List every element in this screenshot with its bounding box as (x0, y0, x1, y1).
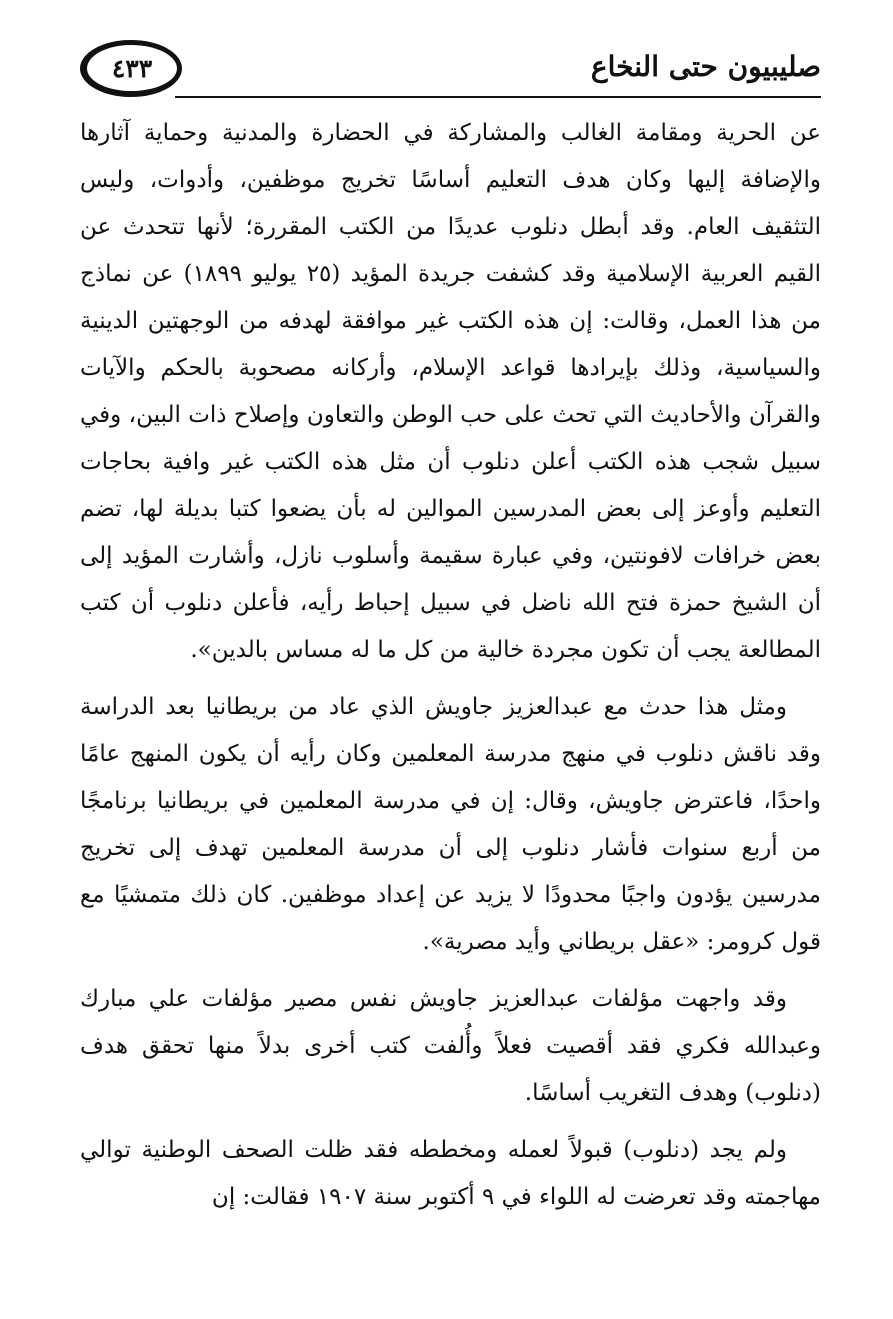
paragraph-3: وقد واجهت مؤلفات عبدالعزيز جاويش نفس مصير مؤلفات علي مبارك وعبدالله فكري فقد أقصيت فعلاً وأُلفت كتب أخرى بدلاً منها تحقق هدف (دنلوب) وهدف التغريب أساسًا. (80, 986, 821, 1106)
paragraph-2: ومثل هذا حدث مع عبدالعزيز جاويش الذي عاد من بريطانيا بعد الدراسة وقد ناقش دنلوب في منهج مدرسة المعلمين وكان رأيه أن يكون المنهج عامًا واحدًا، فاعترض جاويش، وقال: إن في مدرسة المعلمين في بريطانيا برنامجًا من أربع سنوات فأشار دنلوب إلى أن مدرسة المعلمين تهدف إلى تخريج مدرسين يؤدون واجبًا محدودًا لا يزيد عن إعداد موظفين. كان ذلك متمشيًا مع قول كرومر: «عقل بريطاني وأيد مصرية». (80, 694, 821, 955)
paragraph-4: ولم يجد (دنلوب) قبولاً لعمله ومخططه فقد ظلت الصحف الوطنية توالي مهاجمته وقد تعرضت له اللواء في ٩ أكتوبر سنة ١٩٠٧ فقالت: إن (80, 1137, 821, 1210)
page-body (80, 110, 821, 1221)
header-rule (175, 96, 821, 98)
paragraph-1: عن الحرية ومقامة الغالب والمشاركة في الحضارة والمدنية وحماية آثارها والإضافة إليها وكان هدف التعليم أساسًا تخريج موظفين، وأدوات، وليس التثقيف العام. وقد أبطل دنلوب عديدًا من الكتب المقررة؛ لأنها تتحدث عن القيم العربية الإسلامية وقد كشفت جريدة المؤيد (٢٥ يوليو ١٨٩٩) عن نماذج من هذا العمل، وقالت: إن هذه الكتب غير موافقة لهدفه من الوجهتين الدينية والسياسية، وذلك بإيرادها قواعد الإسلام، وأركانه مصحوبة بالحكم والآيات والقرآن والأحاديث التي تحث على حب الوطن والتعاون وإصلاح ذات البين، وفي سبيل شجب هذه الكتب أعلن دنلوب أن مثل هذه الكتب غير وافية بحاجات التعليم وأوعز إلى بعض المدرسين الموالين له بأن يضعوا كتبا بديلة لها، تضم بعض خرافات لافونتين، وفي عبارة سقيمة وأسلوب نازل، وأشارت المؤيد إلى أن الشيخ حمزة فتح الله ناضل في سبيل إحباط رأيه، فأعلن دنلوب أن كتب المطالعة يجب أن تكون مجردة خالية من كل ما له مساس بالدين». (80, 120, 821, 663)
page-number: ٤٣٣ (80, 40, 182, 97)
running-title: صليبيون حتى النخاع (590, 50, 821, 83)
page-header (80, 38, 821, 102)
